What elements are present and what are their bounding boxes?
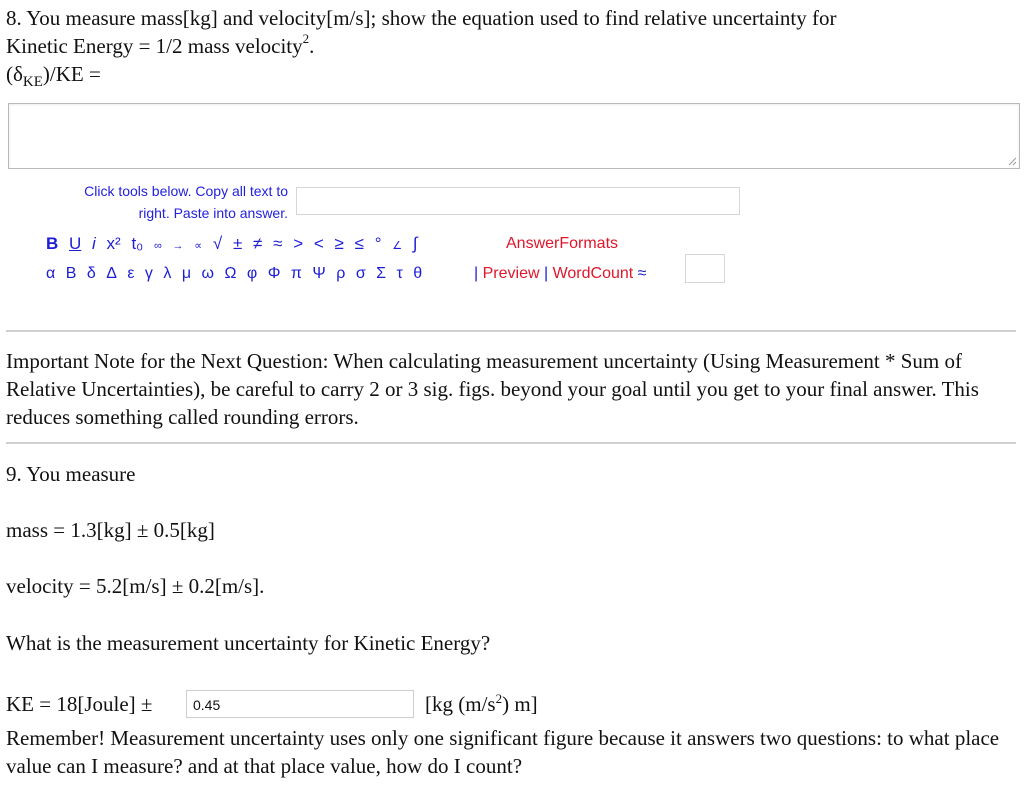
tool-underline[interactable]: U	[69, 234, 82, 253]
tool-arrow[interactable]: →	[172, 240, 184, 252]
q8-line1: 8. You measure mass[kg] and velocity[m/s]; show the equation used to find relative uncertainty for	[6, 6, 837, 30]
answer-formats-link[interactable]: AnswerFormats	[506, 235, 619, 252]
tool-subscript[interactable]: t₀	[131, 234, 144, 253]
tool-Delta[interactable]: Δ	[106, 265, 117, 282]
wordcount-link[interactable]: WordCount	[552, 265, 634, 282]
tool-infinity[interactable]: ∞	[153, 240, 162, 252]
tool-proportional[interactable]: ∝	[194, 240, 203, 252]
tool-epsilon[interactable]: ε	[127, 265, 135, 282]
tool-degree[interactable]: °	[374, 234, 382, 253]
tool-gamma[interactable]: γ	[144, 265, 153, 282]
tool-omega[interactable]: ω	[201, 265, 214, 282]
answer-tool-links: | Preview | WordCount ≈	[474, 265, 647, 282]
tool-less[interactable]: <	[313, 234, 324, 253]
q9-question: What is the measurement uncertainty for Kinetic Energy?	[6, 631, 491, 655]
tool-lambda[interactable]: λ	[163, 265, 172, 282]
q8-line3: $(\delta_{KE})/KE$ =	[6, 62, 101, 91]
tool-Phi[interactable]: Φ	[267, 265, 281, 282]
answer-textarea[interactable]	[8, 103, 1020, 169]
copy-text-field[interactable]	[296, 187, 740, 215]
tool-mu[interactable]: μ	[181, 265, 192, 282]
tools-instructions: Click tools below. Copy all text to right. Paste into answer.	[84, 183, 288, 221]
tool-sigma[interactable]: σ	[355, 265, 366, 282]
remember-note: Remember! Measurement uncertainty uses only one significant figure because it answers two questions: to what place value can I measure? and at that place value, how do I count?	[6, 726, 1000, 778]
tool-leq[interactable]: ≤	[354, 234, 364, 253]
q9-title: 9. You measure	[6, 462, 136, 486]
tool-phi[interactable]: φ	[246, 265, 258, 282]
tool-sqrt[interactable]: √	[212, 234, 223, 253]
q8-line2: Kinetic Energy = 1/2 mass velocity$^2$.	[6, 31, 315, 58]
ke-unit: [kg $(m/s^2)$ m]	[425, 691, 538, 716]
tool-rho[interactable]: ρ	[336, 265, 346, 282]
tool-Sigma[interactable]: Σ	[376, 265, 387, 282]
q9-mass: mass = 1.3[kg] ± 0.5[kg]	[6, 518, 215, 542]
preview-link[interactable]: Preview	[482, 265, 540, 282]
question-8	[6, 4, 1016, 91]
resize-grip-icon[interactable]	[1007, 156, 1017, 166]
divider	[6, 442, 1016, 444]
important-note: Important Note for the Next Question: When calculating measurement uncertainty (Using Measurement * Sum of Relative Uncertainties), be careful to carry 2 or 3 sig. figs. beyond your goal until you get to your final answer. This reduces something called rounding errors.	[6, 349, 979, 429]
tool-tau[interactable]: τ	[396, 265, 403, 282]
tool-greater[interactable]: >	[293, 234, 304, 253]
tool-italic[interactable]: i	[92, 234, 96, 253]
toolbar-row-format	[46, 234, 424, 254]
ke-uncertainty-input[interactable]: 0.45	[186, 690, 414, 718]
tool-notequal[interactable]: ≠	[253, 234, 263, 253]
tool-integral[interactable]: ∫	[412, 234, 418, 253]
tool-pi[interactable]: π	[290, 265, 302, 282]
tool-theta[interactable]: θ	[413, 265, 423, 282]
tool-beta[interactable]: Β	[65, 265, 77, 282]
divider	[6, 330, 1016, 332]
tool-angle[interactable]: ∠	[392, 240, 403, 252]
tool-bold[interactable]: B	[46, 234, 59, 253]
approx-symbol: ≈	[637, 265, 647, 282]
q9-velocity: velocity = 5.2[m/s] ± 0.2[m/s].	[6, 574, 265, 598]
tool-Omega[interactable]: Ω	[224, 265, 237, 282]
tool-Psi[interactable]: Ψ	[312, 265, 326, 282]
tool-delta[interactable]: δ	[86, 265, 96, 282]
tool-approx[interactable]: ≈	[273, 234, 283, 253]
toolbar-row-greek	[46, 265, 428, 283]
tool-alpha[interactable]: α	[46, 265, 56, 282]
tool-plusminus[interactable]: ±	[232, 234, 243, 253]
tool-geq[interactable]: ≥	[334, 234, 344, 253]
wordcount-field[interactable]	[685, 254, 725, 283]
tool-superscript[interactable]: x²	[106, 234, 121, 253]
ke-label: KE = 18[Joule] ±	[6, 692, 153, 716]
